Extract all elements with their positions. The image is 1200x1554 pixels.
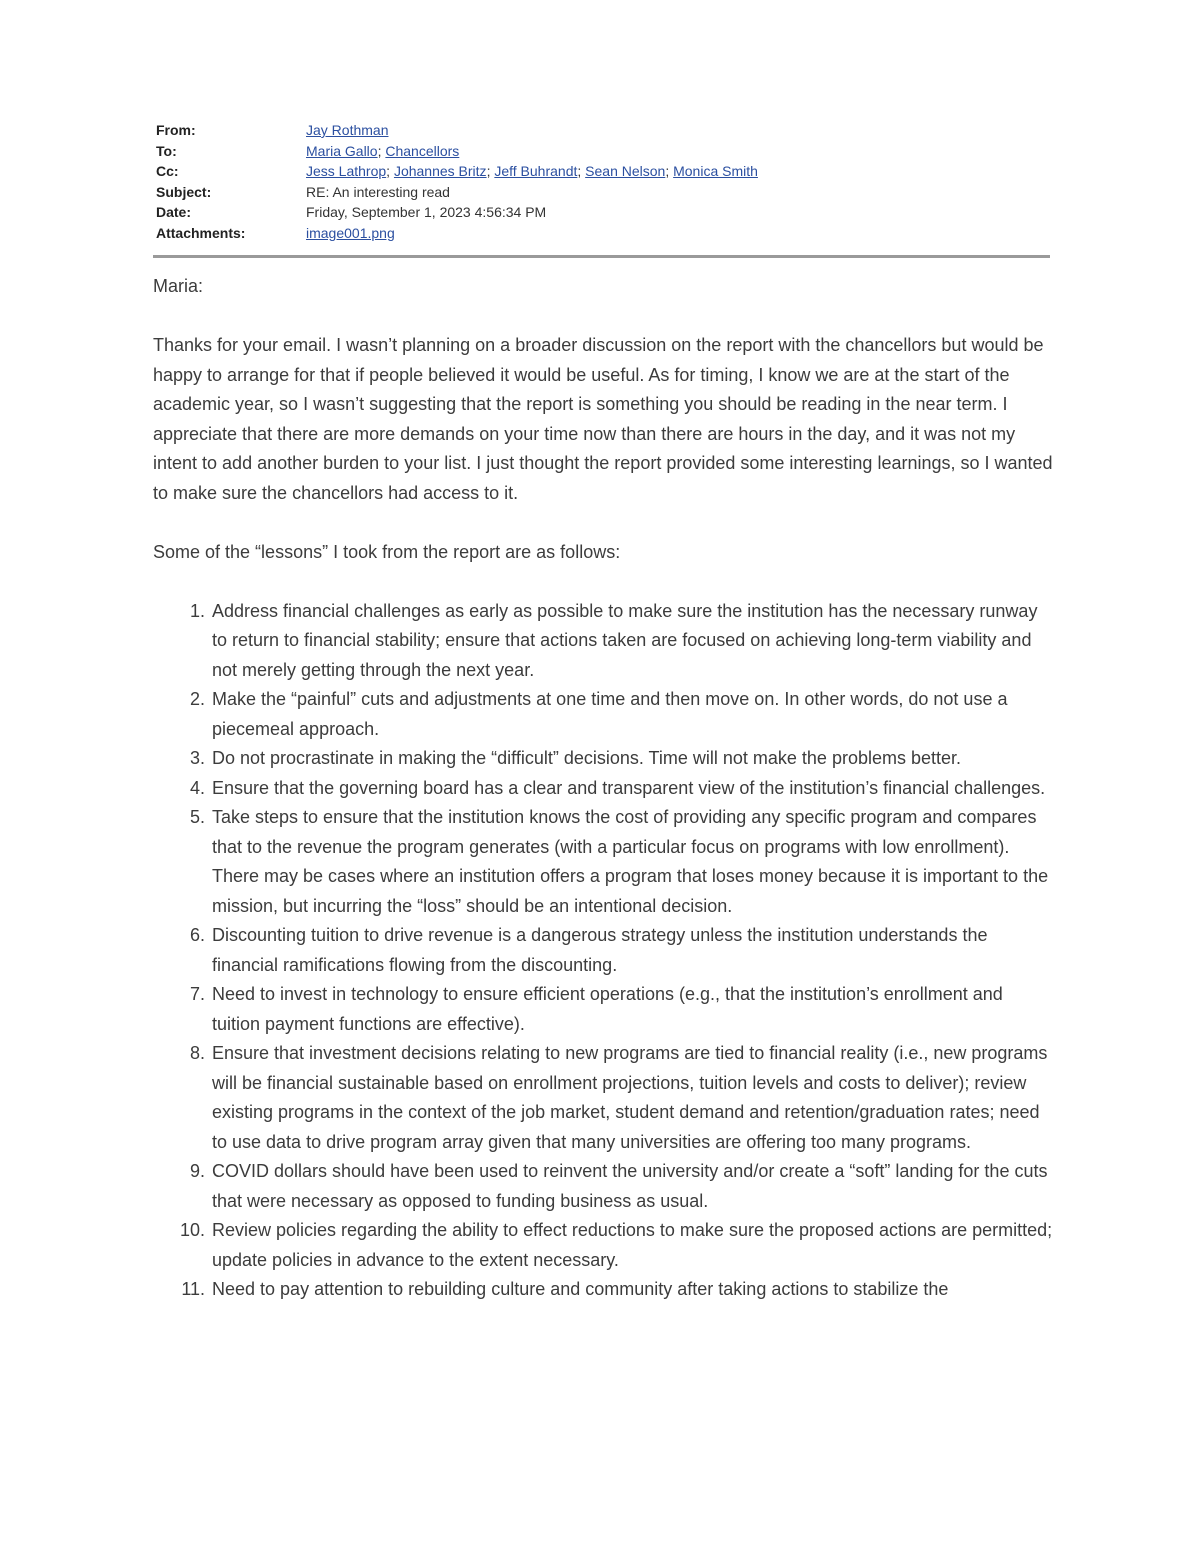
list-number: 10. xyxy=(179,1220,205,1240)
greeting: Maria: xyxy=(153,276,204,296)
list-text: Discounting tuition to drive revenue is a dangerous strategy unless the institution understands the financial ramifications flowing from the discounting. xyxy=(212,925,988,975)
paragraph: Some of the “lessons” I took from the report are as follows: xyxy=(153,541,621,562)
cc-link[interactable]: Sean Nelson xyxy=(585,163,666,180)
list-item xyxy=(153,1216,1053,1275)
list-number: 4. xyxy=(189,777,205,798)
to-label: To: xyxy=(156,142,177,159)
list-number: 2. xyxy=(189,689,205,709)
list-text: Address financial challenges as early as possible to make sure the institution has the necessary runway to return to financial stability; ensure that actions taken are focused on achieving long-term viability and not merely getting through the next year. xyxy=(212,600,1038,680)
list-number: 9. xyxy=(189,1161,205,1181)
list-item xyxy=(153,1157,1053,1216)
list-number: 1. xyxy=(189,600,205,621)
list-text: Ensure that investment decisions relating to new programs are tied to financial reality (i.e., new programs will be financial sustainable based on enrollment projections, tuition levels and costs to deliver); review existing programs in the context of the job market, student demand and retention/graduation rates; need to use data to drive program array given that many universities are offering too many programs. xyxy=(212,1043,1048,1152)
list-item xyxy=(153,774,1053,804)
list-item xyxy=(153,1275,1053,1305)
cc-row xyxy=(156,161,758,182)
list-number: 8. xyxy=(189,1043,205,1063)
list-number: 7. xyxy=(189,984,205,1004)
separator: ; xyxy=(377,142,386,159)
separator: ; xyxy=(665,163,674,180)
cc-label: Cc: xyxy=(156,163,179,180)
to-link[interactable]: Chancellors xyxy=(385,142,460,159)
list-text: COVID dollars should have been used to reinvent the university and/or create a “soft” landing for the cuts that were necessary as opposed to funding business as usual. xyxy=(212,1161,1048,1211)
list-text: Make the “painful” cuts and adjustments at one time and then move on. In other words, do not use a piecemeal approach. xyxy=(212,689,1008,739)
paragraph: Thanks for your email. I wasn’t planning on a broader discussion on the report with the chancellors but would be happy to arrange for that if people believed it would be useful. As for timing, I know we are at the start of the academic year, so I wasn’t suggesting that the report is something you should be reading in the near term. I appreciate that there are more demands on your time now than there are hours in the day, and it was not my intent to add another burden to your list. I just thought the report provided some interesting learnings, so I wanted to make sure the chancellors had access to it. xyxy=(153,335,1053,503)
subject-value: RE: An interesting read xyxy=(306,183,450,200)
date-value: Friday, September 1, 2023 4:56:34 PM xyxy=(306,204,547,221)
cc-link[interactable]: Jeff Buhrandt xyxy=(494,163,578,180)
list-text: Review policies regarding the ability to effect reductions to make sure the proposed actions are permitted; update policies in advance to the extent necessary. xyxy=(212,1220,1053,1270)
date-row xyxy=(156,202,758,223)
to-row xyxy=(156,141,758,162)
cc-link[interactable]: Johannes Britz xyxy=(393,163,487,180)
from-row xyxy=(156,120,758,141)
separator: ; xyxy=(486,163,495,180)
attachments-row xyxy=(156,223,758,244)
subject-label: Subject: xyxy=(156,183,212,200)
attachments-label: Attachments: xyxy=(156,224,246,241)
attachment-link[interactable]: image001.png xyxy=(306,224,395,241)
separator: ; xyxy=(577,163,586,180)
list-number: 6. xyxy=(189,925,205,945)
list-item xyxy=(153,744,1053,774)
header-divider xyxy=(153,255,1050,258)
to-link[interactable]: Maria Gallo xyxy=(306,142,378,159)
list-item xyxy=(153,980,1053,1039)
email-body xyxy=(153,272,1053,1305)
list-text: Do not procrastinate in making the “difficult” decisions. Time will not make the problems better. xyxy=(212,748,962,768)
list-item xyxy=(153,921,1053,980)
list-text: Ensure that the governing board has a clear and transparent view of the institution’s financial challenges. xyxy=(212,777,1046,798)
from-label: From: xyxy=(156,122,196,138)
list-item xyxy=(153,1039,1053,1157)
subject-row xyxy=(156,182,758,203)
email-header xyxy=(156,120,758,244)
list-number: 11. xyxy=(181,1279,205,1299)
lessons-list xyxy=(153,597,1053,1305)
list-item xyxy=(153,597,1053,686)
separator: ; xyxy=(386,163,394,180)
list-text: Need to invest in technology to ensure efficient operations (e.g., that the institution’s enrollment and tuition payment functions are effective). xyxy=(212,984,1003,1034)
cc-link[interactable]: Jess Lathrop xyxy=(306,163,387,180)
from-link[interactable]: Jay Rothman xyxy=(306,122,389,138)
list-item xyxy=(153,685,1053,744)
list-number: 5. xyxy=(189,807,205,827)
list-text: Need to pay attention to rebuilding culture and community after taking actions to stabilize the xyxy=(212,1279,949,1299)
cc-link[interactable]: Monica Smith xyxy=(673,163,758,180)
date-label: Date: xyxy=(156,204,192,221)
list-item xyxy=(153,803,1053,921)
list-text: Take steps to ensure that the institution knows the cost of providing any specific program and compares that to the revenue the program generates (with a particular focus on programs with low enrollment). There may be cases where an institution offers a program that loses money because it is important to the mission, but incurring the “loss” should be an intentional decision. xyxy=(212,807,1049,916)
list-number: 3. xyxy=(189,748,205,768)
